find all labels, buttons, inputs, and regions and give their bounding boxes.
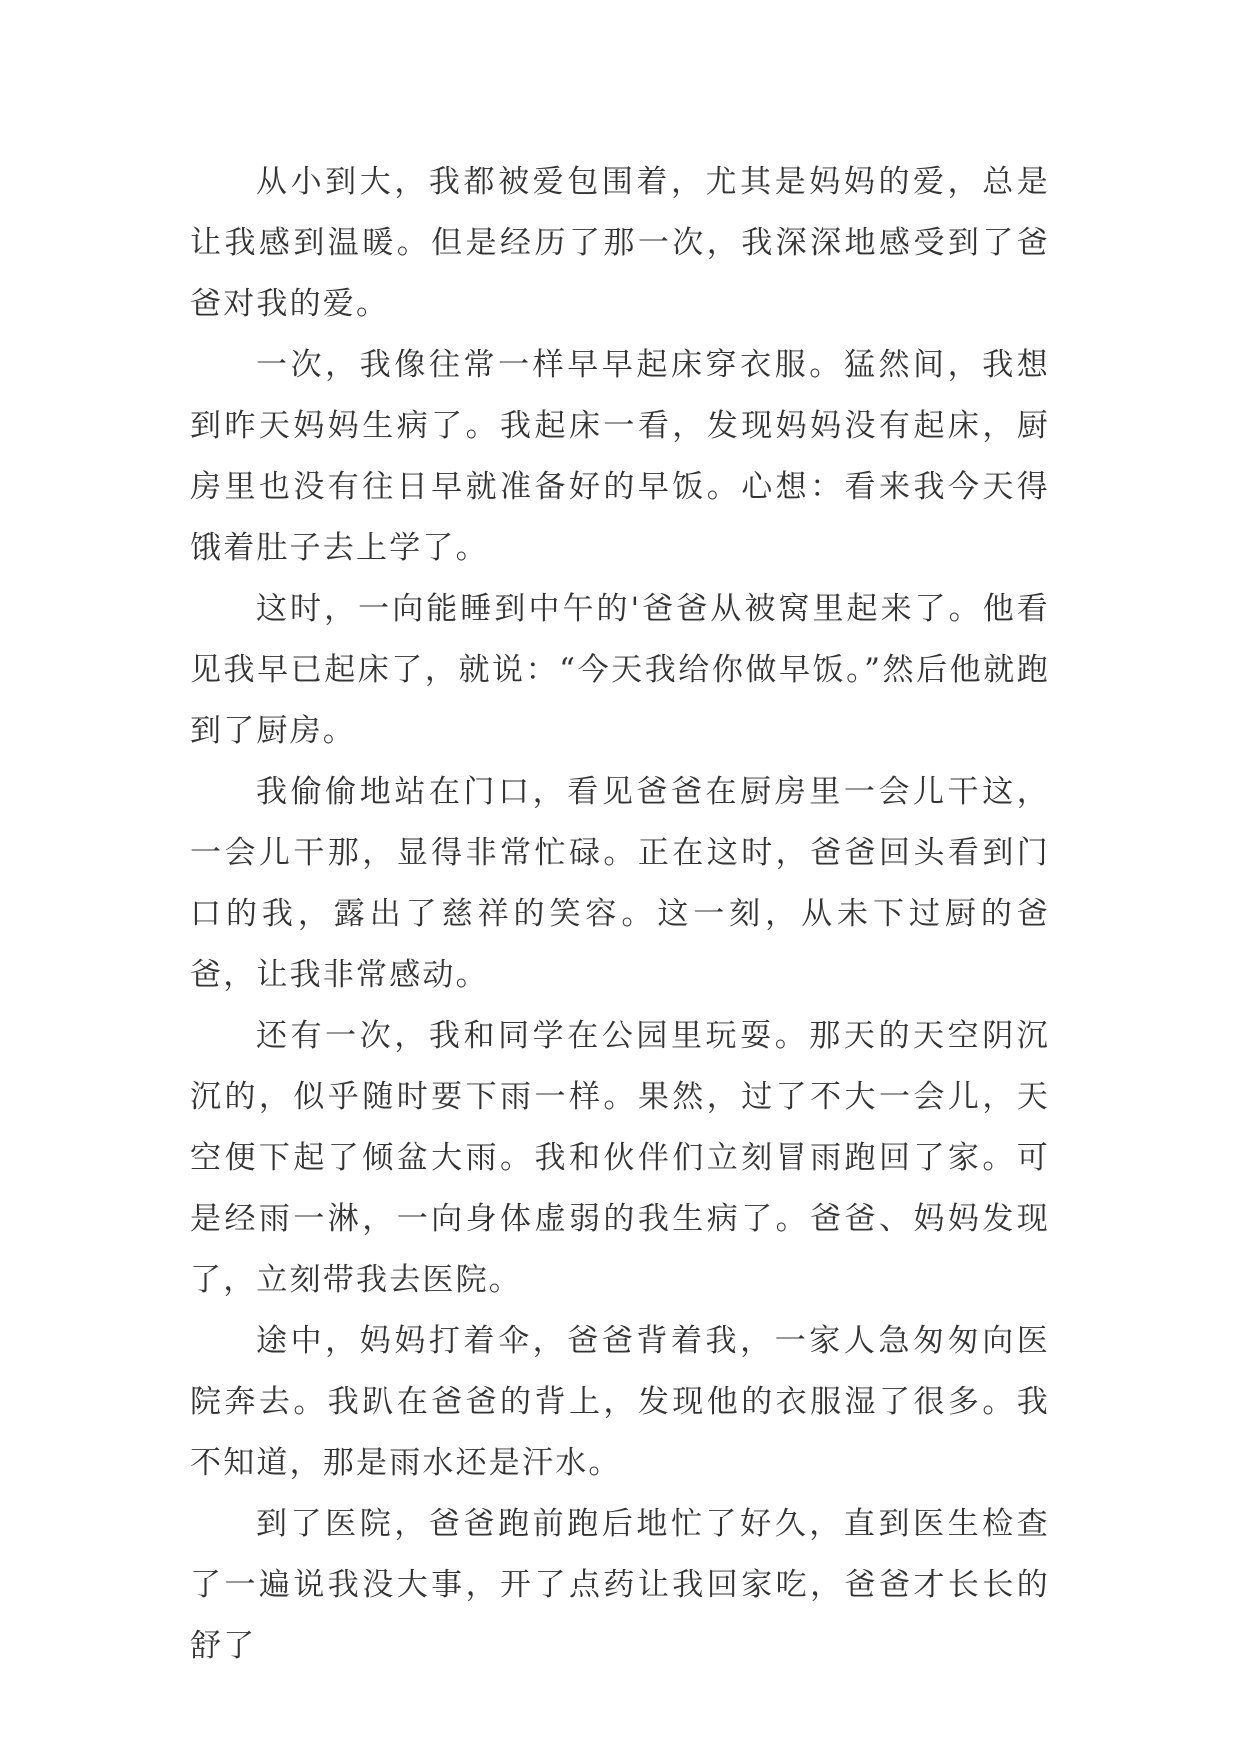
paragraph-1: 从小到大，我都被爱包围着，尤其是妈妈的爱，总是让我感到温暖。但是经历了那一次，我深深地感受到了爸爸对我的爱。 [190, 164, 1050, 322]
paragraph-2: 一次，我像往常一样早早起床穿衣服。猛然间，我想到昨天妈妈生病了。我起床一看，发现妈妈没有起床，厨房里也没有往日早就准备好的早饭。心想：看来我今天得饿着肚子去上学了。 [190, 347, 1050, 566]
document-body [190, 152, 1050, 1677]
paragraph-5: 还有一次，我和同学在公园里玩耍。那天的天空阴沉沉的，似乎随时要下雨一样。果然，过了不大一会儿，天空便下起了倾盆大雨。我和伙伴们立刻冒雨跑回了家。可是经雨一淋，一向身体虚弱的我生病了。爸爸、妈妈发现了，立刻带我去医院。 [190, 1018, 1050, 1298]
paragraph-6: 途中，妈妈打着伞，爸爸背着我，一家人急匆匆向医院奔去。我趴在爸爸的背上，发现他的衣服湿了很多。我不知道，那是雨水还是汗水。 [190, 1323, 1050, 1481]
paragraph-4: 我偷偷地站在门口，看见爸爸在厨房里一会儿干这，一会儿干那，显得非常忙碌。正在这时，爸爸回头看到门口的我，露出了慈祥的笑容。这一刻，从未下过厨的爸爸，让我非常感动。 [190, 774, 1050, 993]
paragraph-7: 到了医院，爸爸跑前跑后地忙了好久，直到医生检查了一遍说我没大事，开了点药让我回家吃，爸爸才长长的舒了 [190, 1506, 1050, 1664]
paragraph-3: 这时，一向能睡到中午的'爸爸从被窝里起来了。他看见我早已起床了，就说：“今天我给你做早饭。”然后他就跑到了厨房。 [190, 591, 1050, 749]
